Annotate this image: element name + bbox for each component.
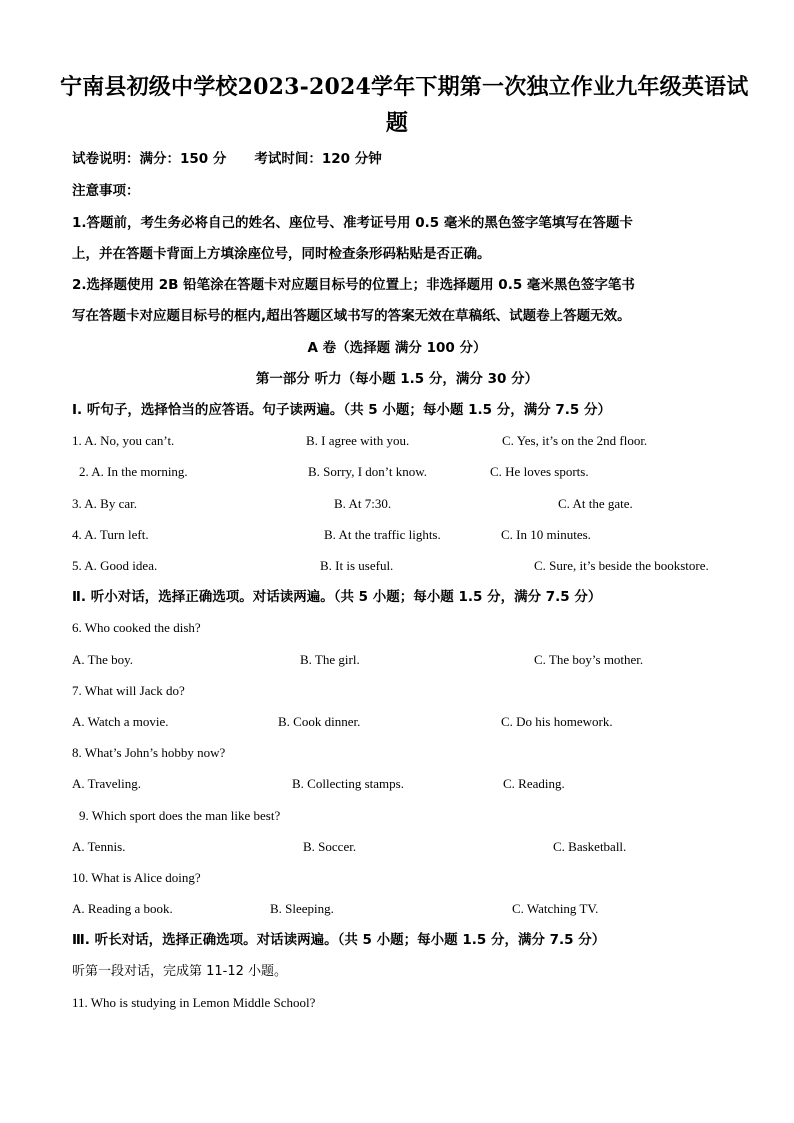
q9-option-b: B. Soccer. [303, 839, 357, 854]
q7-option-b: B. Cook dinner. [278, 714, 361, 729]
notice-item2-line2: 写在答题卡对应题目标号的框内,超出答题区域书写的答案无效在草稿纸、试题卷上答题无效。 [72, 308, 631, 324]
q2-option-a: 2. A. In the morning. [79, 464, 188, 479]
q7-option-c: C. Do his homework. [501, 714, 613, 729]
q7-question: 7. What will Jack do? [72, 683, 185, 698]
q6-option-c: C. The boy’s mother. [534, 652, 644, 667]
notice-item2-line1: 2.选择题使用 2B 铅笔涂在答题卡对应题目标号的位置上；非选择题用 0.5 毫米黑色签字笔书 [72, 277, 635, 293]
q10-option-c: C. Watching TV. [512, 901, 599, 916]
notice-heading: 注意事项： [72, 183, 140, 199]
q6-question: 6. Who cooked the dish? [72, 620, 201, 635]
q10-question: 10. What is Alice doing? [72, 870, 201, 885]
exam-score-info: 试卷说明：满分：150 分 [72, 151, 227, 167]
exam-info [72, 150, 382, 168]
q2-option-b: B. Sorry, I don’t know. [308, 464, 428, 479]
q5-option-b: B. It is useful. [320, 558, 394, 573]
q6-option-b: B. The girl. [300, 652, 360, 667]
notice-item1-line1: 1.答题前，考生务必将自己的姓名、座位号、准考证号用 0.5 毫米的黑色签字笔填写在答题卡 [72, 215, 633, 231]
q7-option-a: A. Watch a movie. [72, 714, 169, 729]
q1-option-b: B. I agree with you. [306, 433, 410, 448]
q5-option-c: C. Sure, it’s beside the bookstore. [534, 558, 709, 573]
q6-option-a: A. The boy. [72, 652, 134, 667]
exam-time-info: 考试时间：120 分钟 [254, 151, 382, 167]
q1-option-c: C. Yes, it’s on the 2nd floor. [502, 433, 648, 448]
q5-option-a: 5. A. Good idea. [72, 558, 158, 573]
exam-title-line2: 题 [385, 110, 409, 136]
q3-option-b: B. At 7:30. [334, 496, 392, 511]
section1-heading: Ⅰ. 听句子，选择恰当的应答语。句子读两遍。（共 5 小题；每小题 1.5 分，满分 7.5 分） [72, 402, 612, 418]
q3-option-c: C. At the gate. [558, 496, 633, 511]
q9-option-a: A. Tennis. [72, 839, 126, 854]
section3-intro: 听第一段对话，完成第 11-12 小题。 [72, 964, 288, 979]
q9-option-c: C. Basketball. [553, 839, 627, 854]
exam-title-line1: 宁南县初级中学校2023-2024学年下期第一次独立作业九年级英语试 [60, 74, 749, 100]
q4-option-a: 4. A. Turn left. [72, 527, 149, 542]
notice-item1-line2: 上，并在答题卡背面上方填涂座位号，同时检查条形码粘贴是否正确。 [72, 246, 491, 262]
q8-option-b: B. Collecting stamps. [292, 776, 404, 791]
q8-option-a: A. Traveling. [72, 776, 141, 791]
q8-option-c: C. Reading. [503, 776, 565, 791]
q10-option-a: A. Reading a book. [72, 901, 173, 916]
q3-option-a: 3. A. By car. [72, 496, 137, 511]
q4-option-b: B. At the traffic lights. [324, 527, 441, 542]
part1-heading: 第一部分 听力（每小题 1.5 分，满分 30 分） [255, 371, 539, 387]
q2-option-c: C. He loves sports. [490, 464, 589, 479]
q11-question: 11. Who is studying in Lemon Middle School? [72, 995, 316, 1010]
section3-heading: Ⅲ. 听长对话，选择正确选项。对话读两遍。（共 5 小题；每小题 1.5 分，满分 7.5 分） [72, 932, 606, 948]
q10-option-b: B. Sleeping. [270, 901, 334, 916]
q1-option-a: 1. A. No, you can’t. [72, 433, 175, 448]
q8-question: 8. What’s John’s hobby now? [72, 745, 226, 760]
q9-question: 9. Which sport does the man like best? [79, 808, 281, 823]
q4-option-c: C. In 10 minutes. [501, 527, 591, 542]
section2-heading: Ⅱ. 听小对话，选择正确选项。对话读两遍。（共 5 小题；每小题 1.5 分，满分 7.5 分） [72, 589, 602, 605]
volume-a-heading: A 卷（选择题 满分 100 分） [307, 340, 487, 356]
